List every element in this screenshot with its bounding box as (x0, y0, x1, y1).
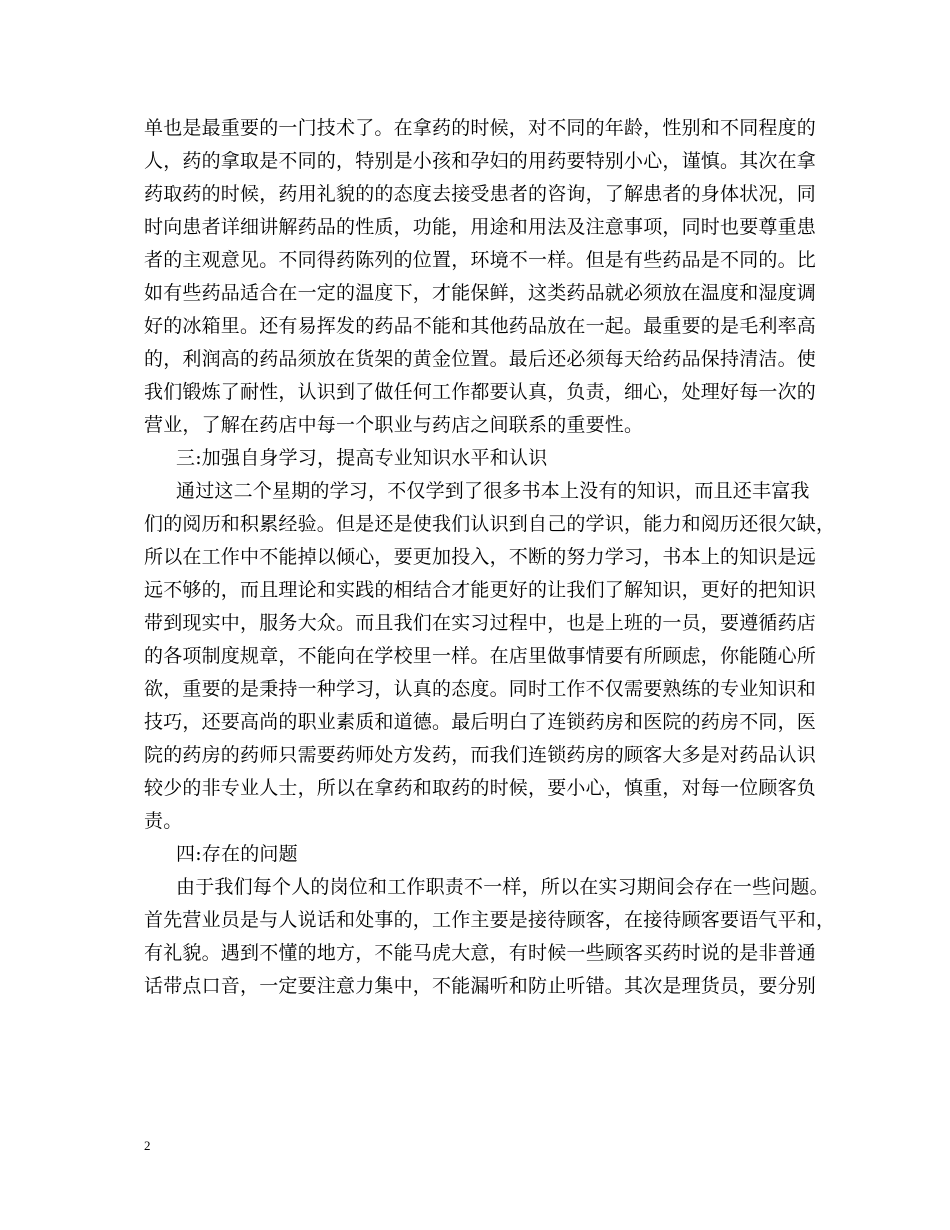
text-line: 技巧，还要高尚的职业素质和道德。最后明白了连锁药房和医院的药房不同，医 (144, 711, 817, 733)
text-line: 带到现实中，服务大众。而且我们在实习过程中，也是上班的一员，要遵循药店 (144, 612, 817, 634)
text-line: 们的阅历和积累经验。但是还是使我们认识到自己的学识，能力和阅历还很欠缺， (144, 513, 836, 535)
text-line: 药取药的时候，药用礼貌的的态度去接受患者的咨询，了解患者的身体状况，同 (144, 183, 817, 205)
text-line: 如有些药品适合在一定的温度下，才能保鲜，这类药品就必须放在温度和湿度调 (144, 282, 817, 304)
text-line: 远不够的，而且理论和实践的相结合才能更好的让我们了解知识，更好的把知识 (144, 579, 817, 601)
text-line: 四:存在的问题 (176, 843, 298, 865)
page-number: 2 (144, 1138, 151, 1153)
text-line: 有礼貌。遇到不懂的地方，不能马虎大意，有时候一些顾客买药时说的是非普通 (144, 942, 817, 964)
text-line: 院的药房的药师只需要药师处方发药，而我们连锁药房的顾客大多是对药品认识 (144, 744, 817, 766)
text-line: 营业，了解在药店中每一个职业与药店之间联系的重要性。 (144, 414, 644, 436)
text-line: 较少的非专业人士，所以在拿药和取药的时候，要小心，慎重，对每一位顾客负 (144, 777, 817, 799)
text-line: 的，利润高的药品须放在货架的黄金位置。最后还必须每天给药品保持清洁。使 (144, 348, 817, 370)
text-line: 通过这二个星期的学习，不仅学到了很多书本上没有的知识，而且还丰富我 (176, 480, 810, 502)
text-line: 由于我们每个人的岗位和工作职责不一样，所以在实习期间会存在一些问题。 (176, 876, 829, 898)
text-line: 三:加强自身学习，提高专业知识水平和认识 (176, 447, 548, 469)
text-line: 人，药的拿取是不同的，特别是小孩和孕妇的用药要特别小心，谨慎。其次在拿 (144, 150, 817, 172)
text-line: 话带点口音，一定要注意力集中，不能漏听和防止听错。其次是理货员，要分别 (144, 975, 817, 997)
text-line: 所以在工作中不能掉以倾心，要更加投入，不断的努力学习，书本上的知识是远 (144, 546, 817, 568)
text-line: 我们锻炼了耐性，认识到了做任何工作都要认真，负责，细心，处理好每一次的 (144, 381, 817, 403)
text-line: 者的主观意见。不同得药陈列的位置，环境不一样。但是有些药品是不同的。比 (144, 249, 817, 271)
text-line: 欲，重要的是秉持一种学习，认真的态度。同时工作不仅需要熟练的专业知识和 (144, 678, 817, 700)
text-line: 责。 (144, 810, 183, 832)
text-line: 的各项制度规章，不能向在学校里一样。在店里做事情要有所顾虑，你能随心所 (144, 645, 817, 667)
body-text (144, 112, 836, 1003)
text-line: 首先营业员是与人说话和处事的，工作主要是接待顾客，在接待顾客要语气平和， (144, 909, 836, 931)
text-line: 时向患者详细讲解药品的性质，功能，用途和用法及注意事项，同时也要尊重患 (144, 216, 817, 238)
text-line: 好的冰箱里。还有易挥发的药品不能和其他药品放在一起。最重要的是毛利率高 (144, 315, 817, 337)
text-line: 单也是最重要的一门技术了。在拿药的时候，对不同的年龄，性别和不同程度的 (144, 117, 817, 139)
